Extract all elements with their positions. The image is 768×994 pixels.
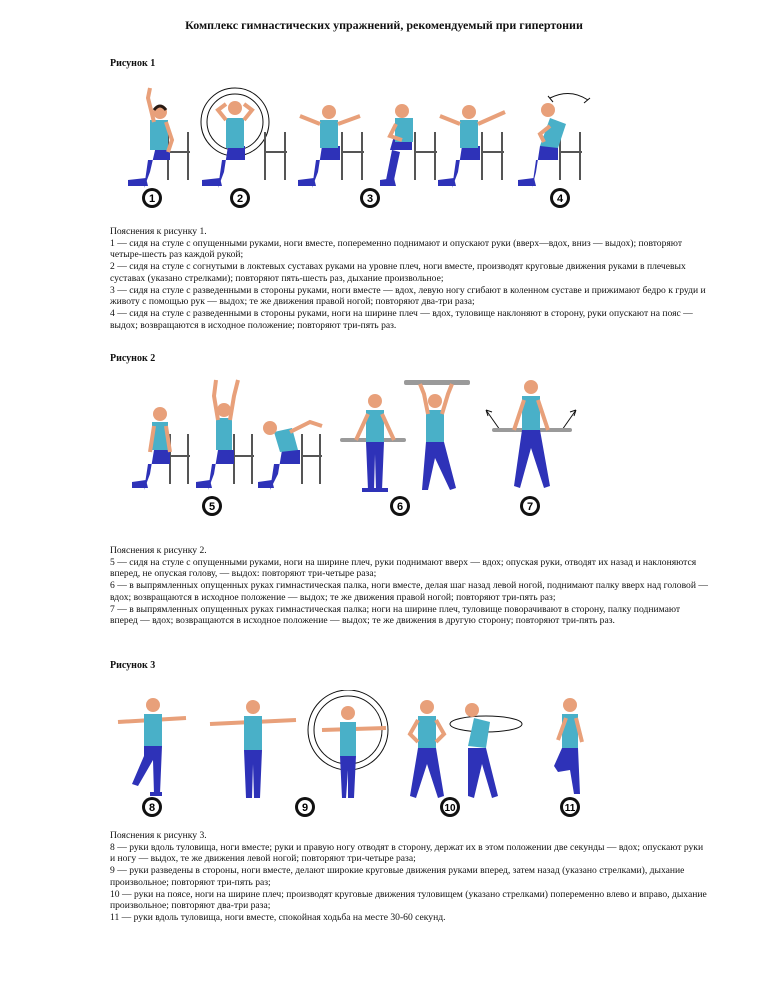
- badge-1: [142, 188, 162, 208]
- explanation-heading: Пояснения к рисунку 1.: [110, 226, 207, 237]
- figure-1-explanation: [110, 226, 710, 331]
- explanation-line: 8 — руки вдоль туловища, ноги вместе; руки и правую ногу отводят в сторону, держат их в этом положении две секунды — вдох; опускают руки и ногу — выдох, те же движения левой ногой; повторяют три-четыре раза;: [110, 841, 704, 865]
- figure-2-explanation: [110, 545, 710, 627]
- svg-text:3: 3: [366, 193, 374, 205]
- badge-3: [360, 188, 380, 208]
- figure-3-illustration: [110, 690, 610, 820]
- exercise-2-figure: [201, 88, 287, 188]
- svg-text:8: 8: [148, 802, 156, 814]
- figure-3-label: Рисунок 3: [110, 660, 156, 671]
- badge-2: [230, 188, 250, 208]
- svg-text:10: 10: [444, 803, 456, 814]
- explanation-line: 7 — в выпрямленных опущенных руках гимнастическая палка; ноги на ширине плеч, туловище поворачивают в сторону, палку поднимают вперед — вдох; возвращаются в исходное положение — выдох; те же движения в другую сторону; повторяют три-пять раз.: [110, 603, 681, 627]
- svg-text:6: 6: [396, 501, 404, 513]
- badge-8: [142, 797, 162, 817]
- figure-2-illustration: [130, 374, 590, 524]
- explanation-heading: Пояснения к рисунку 2.: [110, 545, 207, 556]
- exercise-4-figure: [438, 93, 590, 188]
- exercise-7-figure: [486, 380, 576, 488]
- exercise-10-figure: [410, 700, 522, 798]
- explanation-line: 1 — сидя на стуле с опущенными руками, ноги вместе, попеременно поднимают и опускают руки (вверх—вдох, вниз — выдох); повторяют четыре-шесть раз каждой рукой;: [110, 237, 683, 261]
- svg-text:5: 5: [208, 501, 216, 513]
- explanation-heading: Пояснения к рисунку 3.: [110, 830, 207, 841]
- explanation-line: 2 — сидя на стуле с согнутыми в локтевых суставах руками на уровне плеч, ноги вместе, производят круговые движения руками в плечевых суставах (указано стрелками); повторяют пять-шесть раз, дыхание произвольное;: [110, 261, 686, 284]
- badge-10: [440, 797, 460, 817]
- badge-11: [560, 797, 580, 817]
- page-title: Комплекс гимнастических упражнений, рекомендуемый при гипертонии: [185, 18, 583, 32]
- badge-5: [202, 496, 222, 516]
- svg-text:4: 4: [556, 193, 564, 205]
- figure-1-illustration: [110, 80, 610, 215]
- svg-text:2: 2: [236, 193, 244, 205]
- explanation-line: 3 — сидя на стуле с разведенными в стороны руками, ноги вместе — вдох, левую ногу сгибают в коленном суставе и прижимают бедро к груди и животу с помощью рук — выдох; те же движения правой ногой; повторяют два-три раза;: [110, 284, 706, 308]
- explanation-line: 9 — руки разведены в стороны, ноги вместе, делают широкие круговые движения руками вперед, затем назад (указано стрелками), дыхание произвольное; повторяют три-пять раз;: [110, 865, 685, 888]
- svg-text:1: 1: [148, 193, 156, 205]
- explanation-line: 4 — сидя на стуле с разведенными в стороны руками, ноги на ширине плеч — вдох, туловище наклоняют в сторону, руки опускают на пояс — выдох; возвращаются в исходное положение; повторяют три-пять раз.: [110, 307, 693, 331]
- svg-text:7: 7: [526, 501, 534, 513]
- exercise-3-figure: [298, 104, 437, 188]
- explanation-line: 5 — сидя на стуле с опущенными руками, ноги на ширине плеч, руки поднимают вверх — вдох; опуская руки, отводят их назад и наклоняются вперед, не опуская голову, — выдох: повторяют три-четыре раза;: [110, 556, 697, 580]
- figure-3-explanation: [110, 830, 710, 924]
- explanation-line: 10 — руки на поясе, ноги на ширине плеч; производят круговые движения туловищем (указано стрелками) попеременно влево и вправо, дыхание произвольное; повторяют два-три раза;: [110, 888, 707, 912]
- figure-2-label: Рисунок 2: [110, 353, 156, 364]
- badge-7: [520, 496, 540, 516]
- figure-1-label: Рисунок 1: [110, 58, 156, 69]
- exercise-9-figure: [308, 690, 388, 798]
- badge-4: [550, 188, 570, 208]
- badge-6: [390, 496, 410, 516]
- exercise-1-figure: [128, 88, 190, 188]
- exercise-8-figure: [118, 698, 296, 798]
- svg-text:11: 11: [564, 803, 576, 814]
- exercise-11-figure: [554, 698, 582, 794]
- exercise-6-figure: [340, 380, 470, 490]
- svg-text:9: 9: [301, 802, 309, 814]
- exercise-5-figure: [132, 380, 322, 490]
- explanation-line: 6 — в выпрямленных опущенных руках гимнастическая палка, ноги вместе, делая шаг назад левой ногой, поднимают палку вверх над головой — вдох; возвращаются в исходное положение — выдох; те же движения правой ногой; повторяют три-пять раз;: [110, 580, 708, 603]
- explanation-line: 11 — руки вдоль туловища, ноги вместе, спокойная ходьба на месте 30-60 секунд.: [110, 911, 446, 923]
- badge-9: [295, 797, 315, 817]
